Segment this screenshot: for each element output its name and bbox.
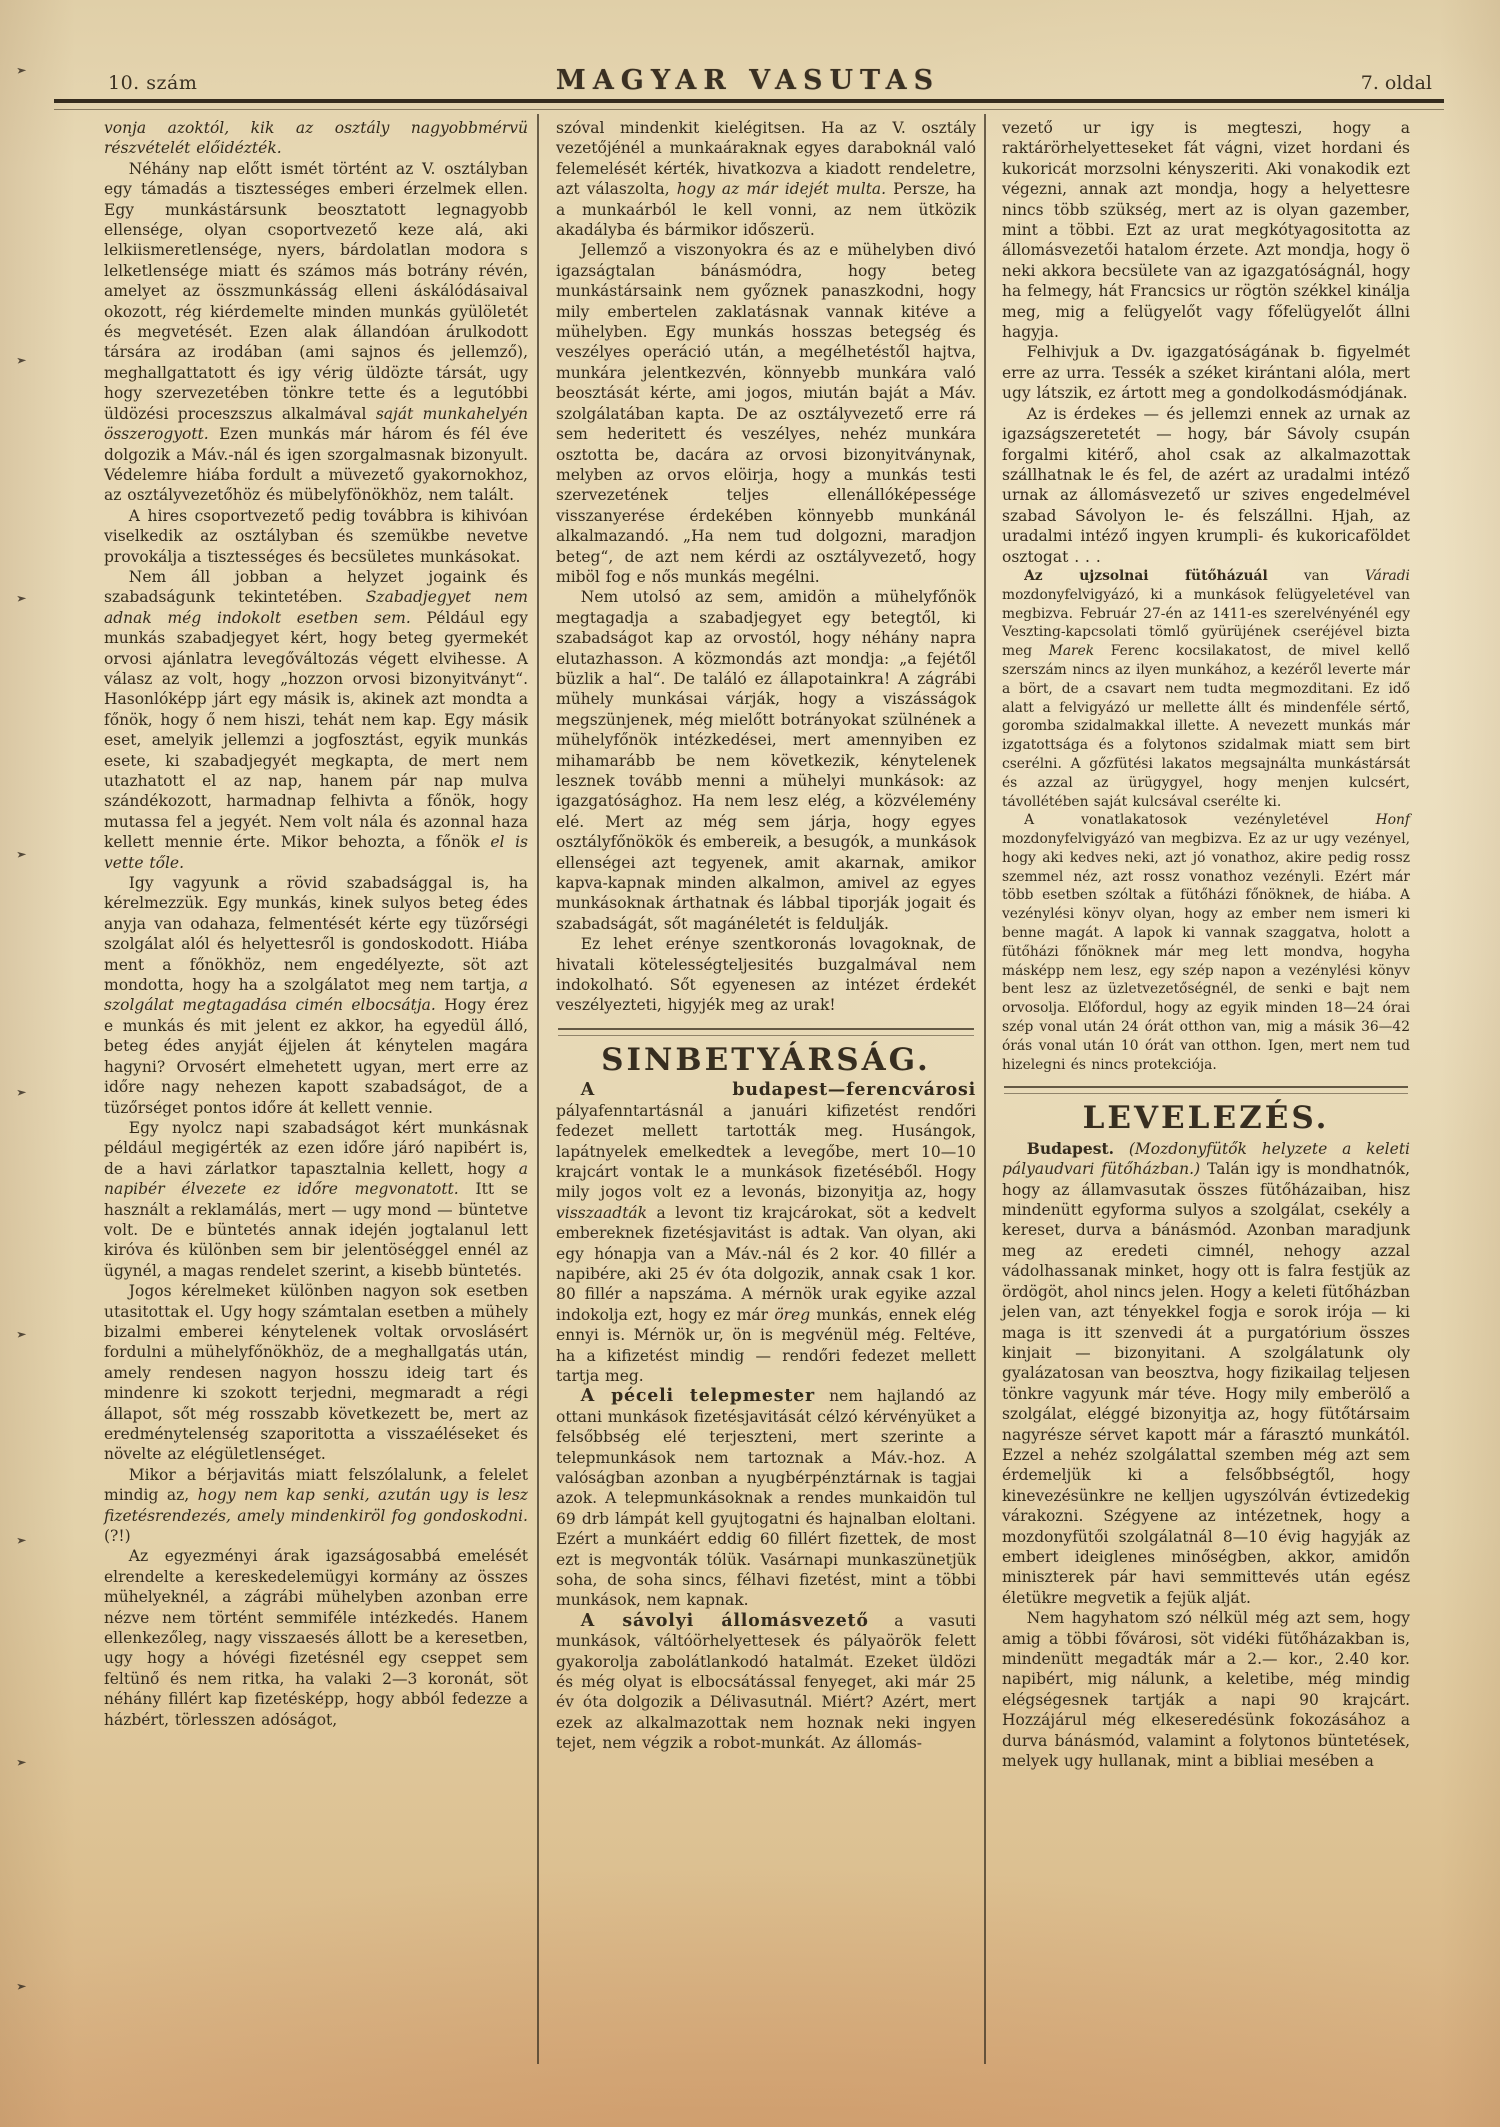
section-heading: SINBETYÁRSÁG.: [601, 1041, 931, 1078]
margin-mark-icon: ➤: [15, 593, 28, 605]
paragraph: A vonatlakatosok vezényletével Honf mozdonyfelvigyázó van megbizva. Ez az ur ugy vezényel, hogy aki kedves neki, azt jó vonathoz, akire pedig rossz szemmel néz, azt rossz vonathoz vezényli. Ezért már több esetben szóltak a fütőházi főnöknek, de hiába. A vezénylési könyv olyan, hogy az ember nem ismeri ki benne magát. A lapok ki vannak szaggatva, holott a fütőházi főnöknek már meg lett mondva, hogyha másképp nem lesz, egy szép napon a vezénylési könyv bent lesz az üzletvezetőségnél, de senki e bajt nem orvosolja. Előfordul, hogy az egyik minden 18—24 órai szép vonal után 24 órát otthon van, mig a másik 36—42 órás vonal után 10 órát van otthon. Igen, mert nem tud hizelegni és nincs protekciója.: [1002, 812, 1410, 1073]
section-divider-rule: [558, 1028, 974, 1036]
margin-mark-icon: ➤: [15, 1981, 28, 1993]
paragraph: A hires csoportvezető pedig továbbra is kihivóan viselkedik az osztályban és szemükbe nevetve provokálja a tisztességes és becsületes munkásokat.: [104, 506, 528, 566]
masthead: [56, 58, 1440, 96]
margin-mark-icon: ➤: [15, 355, 28, 367]
paragraph: Az is érdekes — és jellemzi ennek az urnak az igazságszeretetét — hogy, bár Sávoly csupán forgalmi kitérő, ahol csak az alkalmazottak szállhatnak le és fel, de azért az uradalmi intéző urnak az állomásvezető ur szives engedelmével szabad Sávolyon le- és felszállni. Hjah, az uradalmi intéző ingyen krumpli- és kukoricaföldet osztogat . . .: [1002, 404, 1410, 566]
margin-mark-icon: ➤: [15, 1087, 28, 1099]
margin-mark-icon: ➤: [15, 1757, 28, 1769]
paragraph: A sávolyi állomásvezető a vasuti munkások, váltóörhelyettesek és pályaörök felett gyakorolja zabolátlankodó hatalmát. Ezeket üldözi és még olyat is elbocsátással fenyeget, aki már 25 év óta dolgozik a Délivasutnál. Miért? Azért, mert ezek az alkalmazottak nem hoznak neki ingyen tejet, nem végzik a robot-munkát. Az állomás-: [556, 1610, 976, 1753]
issue-number: 10. szám: [108, 72, 198, 94]
paragraph: Nem áll jobban a helyzet jogaink és szabadságunk tekintetében. Szabadjegyet nem adnak még indokolt esetben sem. Például egy munkás szabadjegyet kért, hogy beteg gyermekét orvosi ajánlatra levegőváltozás végett elvihesse. A válasz az volt, hogy „hozzon orvosi bizonyitványt“. Hasonlóképp járt egy másik is, akinek azt mondta a főnök, hogy ő nem hiszi, tehát nem kap. Egy másik eset, amelyik jellemzi a jogfosztást, egyik munkás esete, ki szabadjegyét megkapta, de mert nem utazhatott el az nap, hanem pár nap mulva szándékozott, harmadnap felhivta a főnök, hogy mutassa fel a jegyét. Nem volt nála és azonnal haza kellett mennie érte. Mikor behozta, a főnök el is vette tőle.: [104, 567, 528, 872]
margin-mark-icon: ➤: [15, 1535, 28, 1547]
paragraph: Jellemző a viszonyokra és az e mühelyben divó igazságtalan bánásmódra, hogy beteg munkástársaink nem győznek panaszkodni, hogy mily embertelen zaklatásnak vannak kitéve a mühelyben. Egy munkás hosszas betegség és veszélyes operáció után, a megélhetéstől hajtva, munkára jelentkezvén, könnyebb munkára való beosztását kérte, ami jogos, miután baját a Máv. szolgálatában kapta. De az osztályvezető erre rá sem hederitett és veszélyes, nehéz munkára osztotta be, dacára az orvosi bizonyitványnak, melyben az orvos elöirja, hogy a munkás testi szervezetének teljes ellenállóképessége visszanyerése érdekében könnyebb munkánál alkalmazandó. „Ha nem tud dolgozni, maradjon beteg“, de azt nem kérdi az osztályvezető, hogy miböl fog e nős munkás megélni.: [556, 241, 976, 586]
paragraph: Jogos kérelmeket különben nagyon sok esetben utasitottak el. Ugy hogy számtalan esetben a mühely bizalmi emberei kénytelenek voltak orvoslásért fordulni a mühelyfőnökhöz, de a meghallgatás után, amely rendesen nagyon hosszu ideig tart és mindenre ki szokott terjedni, megmaradt a régi állapot, sőt még rosszabb következett be, mert az eredménytelenség szaporitotta a visszaéléseket és növelte az elégületlenséget.: [104, 1282, 528, 1464]
margin-mark-icon: ➤: [15, 849, 28, 861]
paragraph: Egy nyolcz napi szabadságot kért munkásnak például megigérték az ezen időre járó napibért is, de a havi zárlatkor tapasztalnia kellett, hogy a napibér élvezete ez időre megvonatott. Itt se használt a reklamálás, mert — ugy mond — büntetve volt. De e büntetés annak idején jogtalanul lett kiróva és különben sem bir jelentöséggel ennél az ügynél, a magas rendelet szerint, a kisebb büntetés.: [104, 1118, 528, 1280]
paragraph: Nem utolsó az sem, amidön a mühelyfőnök megtagadja a szabadjegyet egy betegtől, ki szabadságot kap az orvostól, hogy néhány napra elutazhasson. A közmondás azt mondja: „a fejétől büzlik a hal“. De találó ez állapotainkra! A zágrábi mühely munkásai várják, hogy a viszásságok megszünjenek, még mielőtt botrányokat szülnének a mühelyfőnök intézkedései, mert amennyiben ez mihamarább be nem következik, kénytelenek lesznek tovább menni a mühelyi munkások: az igazgatósághoz. Ha nem lesz elég, a közvélemény elé. Mert az még sem járja, hogy egyes osztályfőnökök és embereik, a besugók, a munkások ellenségei azt tegyenek, amit akarnak, amikor kapva-kapnak minden alkalmon, amivel az egyes munkásoknak árthatnak és lábbal tiporják jogait és szabadságát, sőt magánéletét is feldulják.: [556, 588, 976, 933]
paragraph: vezető ur igy is megteszi, hogy a raktárörhelyetteseket fát vágni, vizet hordani és kukoricát morzsolni kényszeriti. Aki vonakodik ezt végezni, annak azt mondja, hogy a helyettesre nincs több szükség, mert az is olyan gazember, mint a többi. Ezt az urat megkótyagositotta az állomásvezetői hatalom érzete. Azt mondja, hogy ö neki akkora becsülete van az igazgatóságnál, hogy ha felmegy, hát Francsics ur rögtön székkel kinálja meg, mig a felügyelőt vagy főfelügyelőt állni hagyja.: [1002, 119, 1410, 342]
paragraph: Felhivjuk a Dv. igazgatóságának b. figyelmét erre az urra. Tessék a széket kirántani alóla, mert ugy látszik, ez ártott meg a gondolkodásmódjának.: [1002, 343, 1410, 403]
column-divider-left: [537, 114, 539, 2064]
paragraph: A péceli telepmester nem hajlandó az ottani munkások fizetésjavitását célzó kérvényüket a felsőbbség elé terjeszteni, mert szerinte a telepmunkások nem tartoznak a Máv.-hoz. A valóságban azonban a nyugbérpénztárnak is tagjai azok. A telepmunkásoknak a rendes munkaidön tul 69 drb lámpát kell gyujtogatni és hajnalban eloltani. Ezért a munkáért eddig 60 fillért fizettek, de most ezt is megvonták tólük. Vasárnapi munkaszünetjük soha, de soha sincs, félhavi fizetést, mint a többi munkások, nem kapnak.: [556, 1386, 977, 1610]
margin-mark-icon: ➤: [15, 1329, 28, 1341]
masthead-rule: [54, 99, 1444, 110]
paragraph: Igy vagyunk a rövid szabadsággal is, ha kérelmezzük. Egy munkás, kinek sulyos beteg édes anyja van odahaza, felmentését kérte egy tüzőrségi szolgálat alól és helyettesről is gondoskodott. Hiába ment a főnökhöz, nem engedélyezte, söt azt mondotta, hogy ha a szolgálatot meg nem tartja, a szolgálat megtagadása cimén elbocsátja. Hogy érez e munkás és mit jelent ez akkor, ha egyedül álló, beteg édes anyját éjjelen át kénytelen magára hagyni? Orvosért elmehetett ugyan, mert erre az időre nagy nehezen kapott szabadságot, de a tüzőrséget pontos időre át kellett vennie.: [104, 874, 528, 1117]
column-1: [104, 118, 528, 1730]
paragraph: Néhány nap előtt ismét történt az V. osztályban egy támadás a tisztességes emberi érzelmek ellen. Egy munkástársunk beosztatott legnagyobb ellensége, olyan csoportvezető keze alá, aki lelkiismeretlensége, nyers, bárdolatlan modora s lelketlensége miatt és számos más botrány révén, amelyet az összmunkásság elleni áskálódásaival okozott, rég kiérdemelte minden munkás gyülöletét és megvetését. Ezen alak állandóan árulkodott társára az irodában (ami sajnos és jellemző), meghallgattatott és igy vérig üldözte társát, ugy hogy szervezetében tönkre tette és a legutóbbi üldözési proceszszus alkalmával saját munkahelyén összerogyott. Ezen munkás már három és fél éve dolgozik a Máv.-nál és igen szorgalmasnak bizonyult. Védelemre hiába fordult a müvezető gyakornokhoz, az osztályvezetőhöz és mübelyfönökhöz, nem talált.: [104, 159, 528, 505]
page-number: 7. oldal: [1360, 72, 1432, 94]
section-heading: LEVELEZÉS.: [1082, 1100, 1330, 1137]
paragraph: Az egyezményi árak igazságosabbá emelését elrendelte a kereskedelemügyi kormány az összes mühelyeknél, a zágrábi mühelyben azonban erre nézve nem történt semmiféle intézkedés. Hanem ellenkezőleg, nagy visszaesés állott be a keresetben, ugy hogy a hóvégi fizetésnél egy cseppet sem feltünő és nem ritka, ha valaki 2—3 koronát, söt néhány fillért kap fizetésképp, hogy abból fedezze a házbért, törlesszen adóságot,: [104, 1547, 528, 1729]
paragraph: Budapest. (Mozdonyfütők helyzete a keleti pályaudvari fütőházban.) Talán igy is mondhatnók, hogy az államvasutak összes fütőházaiban, hisz mindenütt egyforma sulyos a szolgálat, csekély a kereset, durva a bánásmód. Azonban maradjunk meg az eredeti cimnél, nehogy azzal vádolhassanak minket, hogy ott is falra festjük az ördögöt, ahol nincs jelen. Hogy a keleti fütőházban jelen van, azt tényekkel fogja e sorok irója — ki maga is itt szenvedi át a purgatórium összes kinjait — bizonyitani. A szolgálatunk oly gyalázatosan van beosztva, hogy fizikailag teljesen tönkre vagyunk már téve. Hogy mily emberölő a szolgálat, eléggé bizonyitja az, hogy fütőtársaim nagyrésze sérvet kapott már a fárasztó munkától. Ezzel a nehéz szolgálattal szemben még azt sem érdemeljük ki a felsőbbségtől, hogy kinevezésünkre ne kelljen ugyszólván évtizedekig várakozni. Szégyene az intézetnek, hogy a mozdonyfütői szolgálatnál 8—10 évig hagyják az embert ideiglenes minőségben, akkor, amidőn miniszterek pár havi semmittevés után egész életükre megvetik a fejük alját.: [1002, 1138, 1411, 1607]
paragraph: Az ujzsolnai fütőházuál van Váradi mozdonyfelvigyázó, ki a munkások felügyeletével van megbizva. Február 27-én az 1411-es szerelvényénél egy Veszting-kapcsolati tömlő gyürüjének cseréjével bizta meg Marek Ferenc kocsilakatost, de mivel kellő szerszám nincs az ilyen munkához, a kezéről leverte már a bört, de a csavart nem tudta megmozditani. Ez idő alatt a felvigyázó ur mellette állt és mindenféle sértő, goromba szidalmakkal illette. A nevezett munkás már izgatottsága és a folytonos szidalmak miatt sem birt cserélni. A gőzfütési lakatos megsajnálta munkástársát és azzal az ürügygyel, hogy menjen kulcsért, távollétében saját kulcsával cserélte ki.: [1002, 567, 1410, 810]
column-divider-right: [984, 114, 986, 2064]
margin-mark-icon: ➤: [15, 65, 28, 77]
paragraph: Mikor a bérjavitás miatt felszólalunk, a felelet mindig az, hogy nem kap senki, azután ugy is lesz fizetésrendezés, amely mindenkiröl fog gondoskodni. (?!): [104, 1465, 528, 1546]
paragraph: Ez lehet erénye szentkoronás lovagoknak, de hivatali kötelességteljesités buzgalmával nem indokolható. Sőt egyenesen az intézet érdekét veszélyezteti, higyjék meg az urak!: [556, 935, 976, 1015]
paragraph: szóval mindenkit kielégitsen. Ha az V. osztály vezetőjénél a munkaáraknak egyes daraboknál való felemelését kérték, hivatkozva a kiadott rendeletre, azt válaszolta, hogy az már idejét multa. Persze, ha a munkaárból le kell vonni, az nem ütközik akadályba és bármikor időszerü.: [556, 119, 976, 240]
column-2: [556, 118, 976, 1754]
section-divider-rule: [1004, 1086, 1408, 1094]
paragraph: vonja azoktól, kik az osztály nagyobbmérvü részvételét előidézték.: [104, 119, 528, 158]
column-3: [1002, 118, 1410, 1771]
paragraph: Nem hagyhatom szó nélkül még azt sem, hogy amig a többi fővárosi, söt vidéki fütőházakban is, mindenütt megadták már a 2.— kor., 2.40 kor. napibért, mig nálunk, a keletibe, még mindig elégségesnek tartják a napi 90 krajcárt. Hozzájárul még elkeseredésünk fokozásához a durva bánásmód, valamint a folytonos büntetések, melyek ugy hullanak, mint a bibliai mesében a: [1002, 1609, 1410, 1771]
page-title: MAGYAR VASUTAS: [555, 65, 941, 96]
paragraph: A budapest—ferencvárosi pályafenntartásnál a januári kifizetést rendőri fedezet mellett tartották meg. Husángok, lapátnyelek emelkedtek a levegőbe, mert 10—10 krajcárt vontak le a munkások fizetéséből. Hogy mily jogos volt ez a levonás, bizonyitja az, hogy visszaadták a levont tiz krajcárokat, söt a kedvelt embereknek fizetésjavitást is adtak. Van olyan, aki egy hónapja van a Máv.-nál és 2 kor. 40 fillér a napibére, aki 25 év óta dolgozik, annak csak 1 kor. 80 fillér a napszáma. A mérnök urak egyike azzal indokolja ezt, hogy ez már öreg munkás, ennek elég ennyi is. Mérnök ur, ön is megvénül még. Feltéve, ha a kifizetést mindig — rendőri fedezet mellett tartja meg.: [556, 1080, 976, 1385]
